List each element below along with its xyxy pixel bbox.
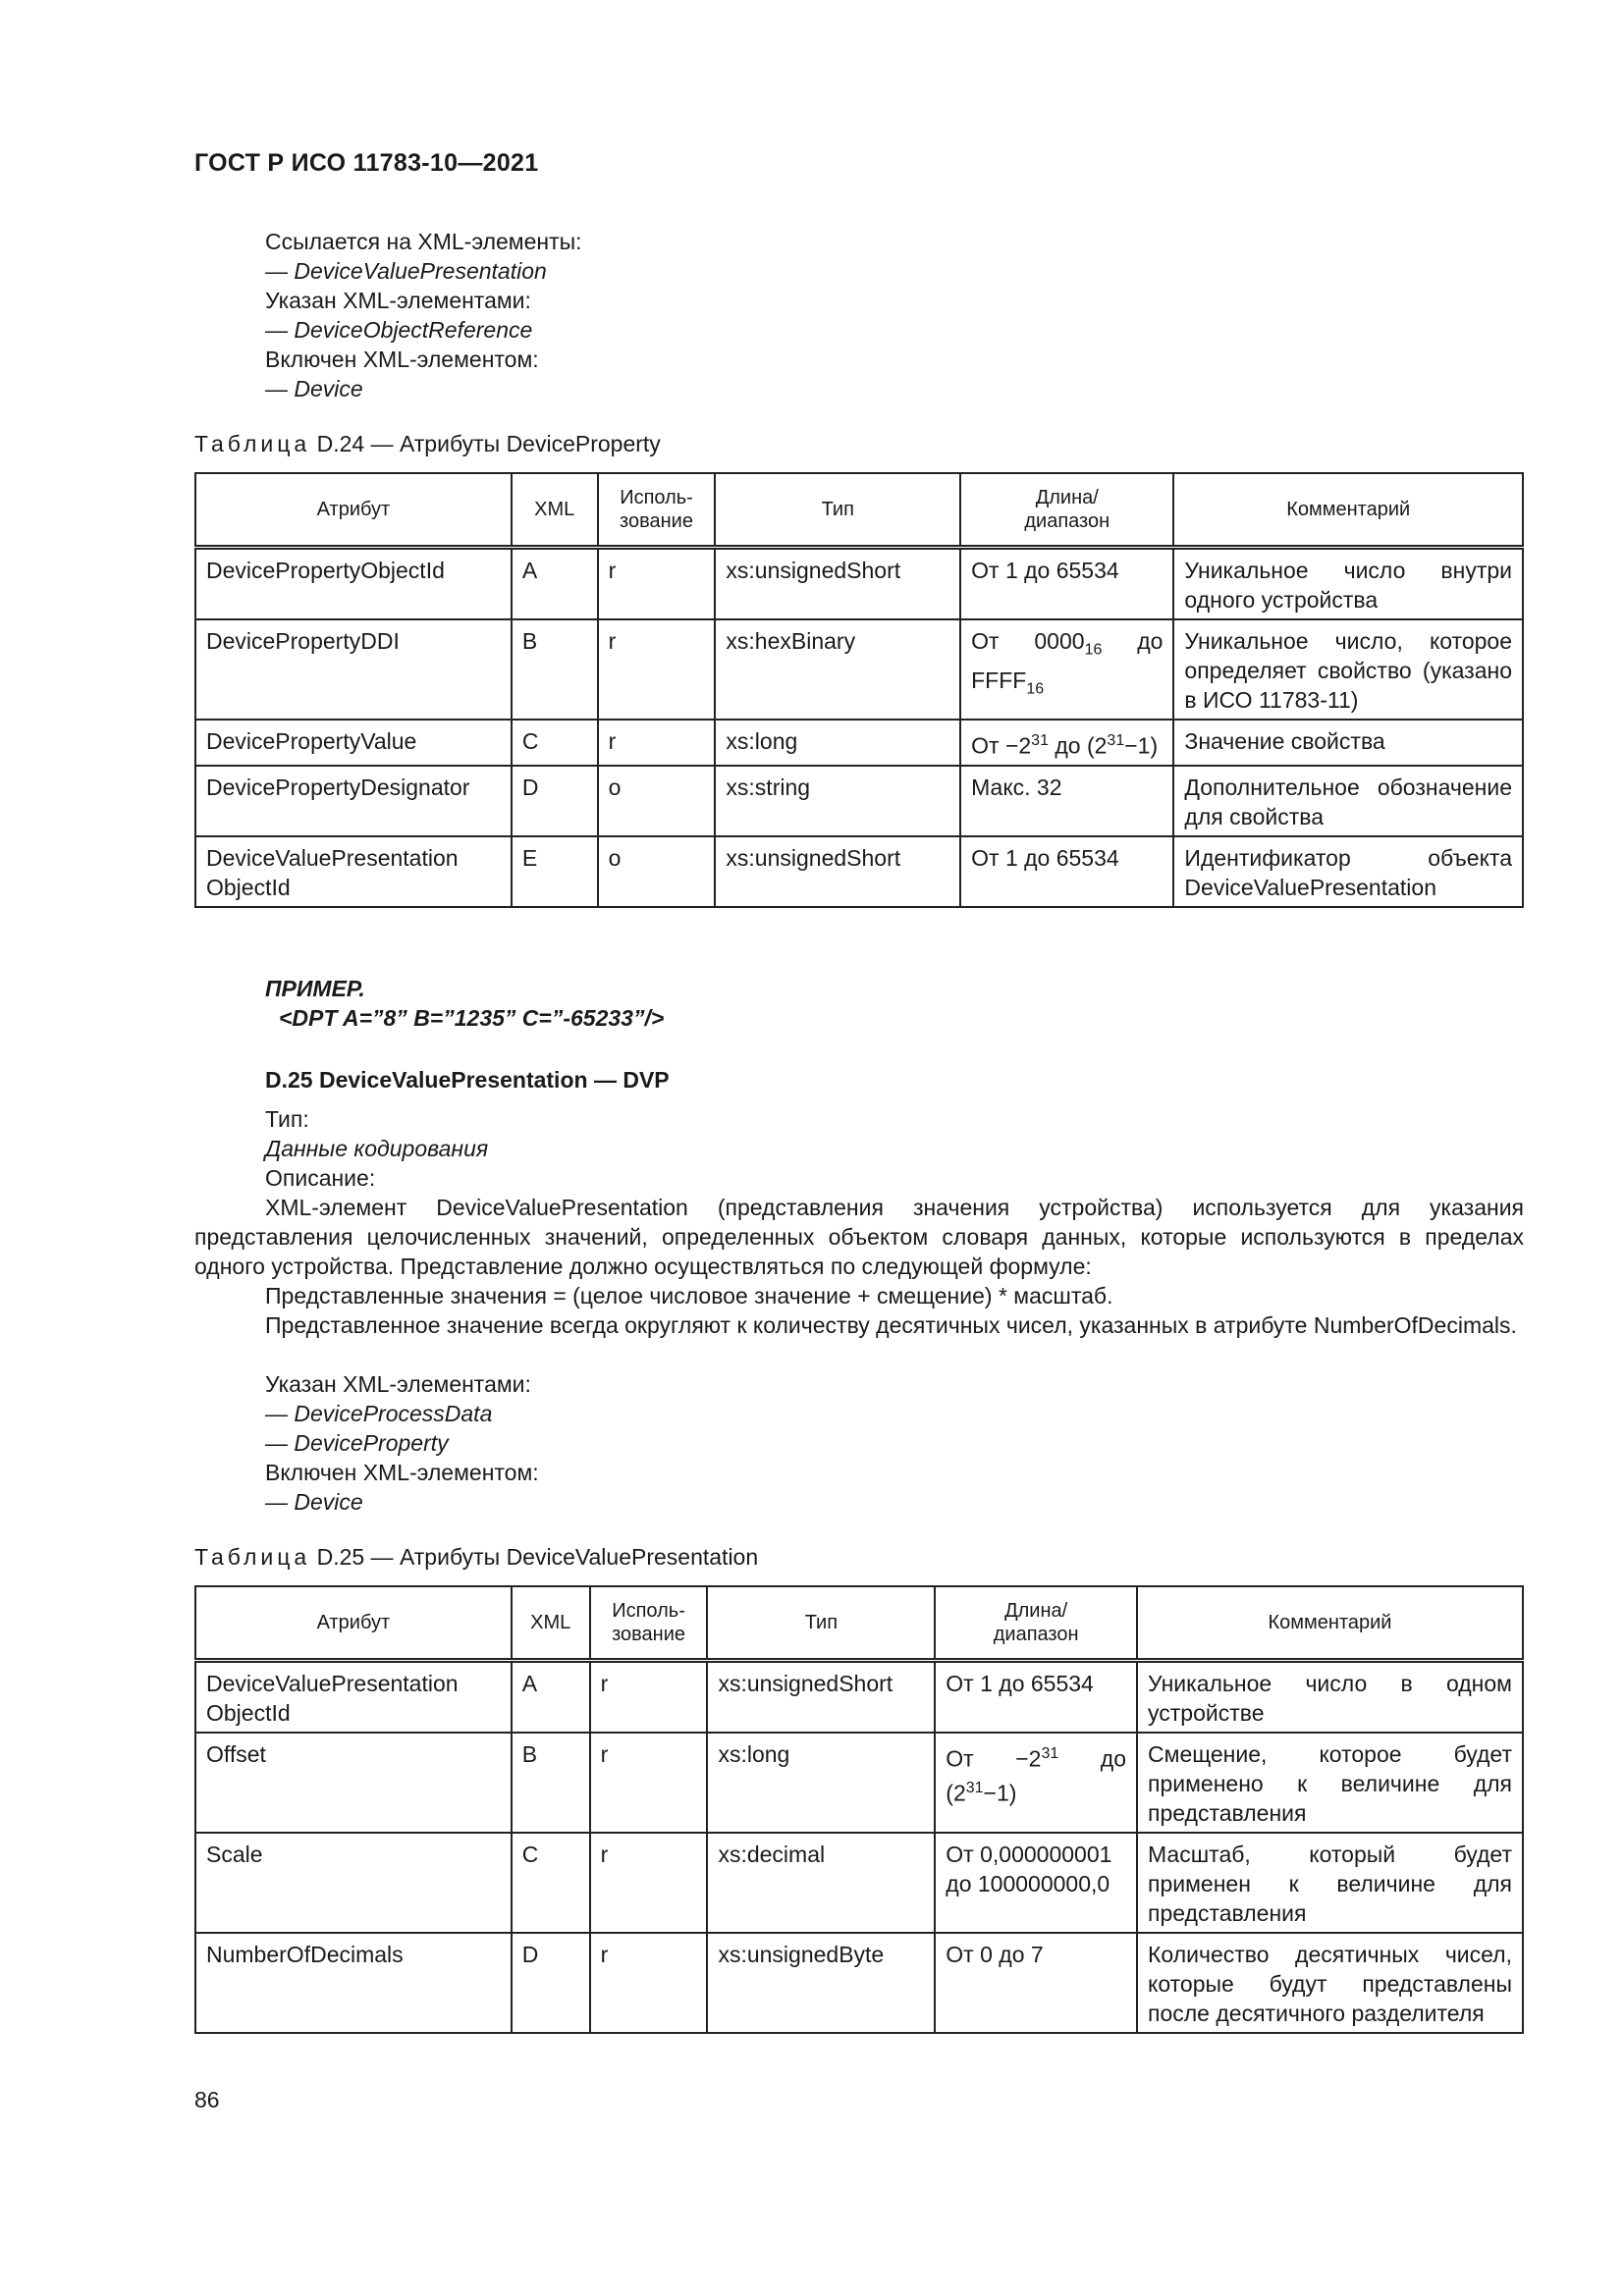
table-24-caption: Таблица D.24 — Атрибуты DeviceProperty	[194, 431, 661, 456]
cell-type: xs:hexBinary	[715, 619, 960, 720]
header-usage: Исполь- зование	[590, 1586, 708, 1661]
cell-comment: Масштаб, который будет применен к величине для представления	[1137, 1833, 1523, 1933]
header-comment: Комментарий	[1173, 473, 1523, 548]
cell-usage: r	[590, 1733, 708, 1833]
cell-xml: D	[512, 1933, 590, 2033]
table-row	[195, 836, 1523, 907]
page-number: 86	[194, 2087, 220, 2112]
cell-xml: B	[512, 1733, 590, 1833]
cell-comment: Количество десятичных чисел, которые будут представлены после десятичного разделителя	[1137, 1933, 1523, 2033]
cell-type: xs:string	[715, 766, 960, 836]
dvp-ref-by-label: Указан XML-элементами:	[265, 1371, 531, 1397]
cell-usage: o	[598, 766, 716, 836]
document-header: ГОСТ Р ИСО 11783-10—2021	[194, 149, 539, 177]
table-row	[195, 1833, 1523, 1933]
cell-range: От $-2^{31}$ до $(2^{31}-1)$	[960, 720, 1173, 766]
cell-usage: r	[598, 548, 716, 620]
cell-comment: Значение свойства	[1173, 720, 1523, 766]
header-attribute: Атрибут	[195, 1586, 512, 1661]
cell-usage: r	[598, 720, 716, 766]
cell-type: xs:unsignedShort	[715, 836, 960, 907]
cell-attribute: Offset	[195, 1733, 512, 1833]
header-xml: XML	[512, 1586, 590, 1661]
cell-xml: A	[512, 1661, 590, 1734]
cell-attribute: Scale	[195, 1833, 512, 1933]
cell-attribute: NumberOfDecimals	[195, 1933, 512, 2033]
cell-usage: r	[590, 1833, 708, 1933]
cell-type: xs:long	[715, 720, 960, 766]
cell-usage: r	[590, 1933, 708, 2033]
cell-comment: Дополнительное обозначение для свойства	[1173, 766, 1523, 836]
cell-xml: C	[512, 1833, 590, 1933]
incl-item: — Device	[265, 376, 363, 401]
type-label: Тип:	[265, 1106, 309, 1132]
cell-range: От $0000_{16}$ до $FFFF_{16}$	[960, 619, 1173, 720]
dvp-incl-label: Включен XML-элементом:	[265, 1460, 539, 1485]
cell-range: От 1 до 65534	[960, 548, 1173, 620]
header-attribute: Атрибут	[195, 473, 512, 548]
cell-attribute: DeviceValuePresentation ObjectId	[195, 836, 512, 907]
table-row	[195, 548, 1523, 620]
table-25	[194, 1585, 1524, 2034]
cell-type: xs:long	[707, 1733, 935, 1833]
table-row	[195, 1733, 1523, 1833]
cell-xml: B	[512, 619, 598, 720]
cell-xml: A	[512, 548, 598, 620]
incl-label: Включен XML-элементом:	[265, 347, 539, 372]
cell-comment: Уникальное число внутри одного устройства	[1173, 548, 1523, 620]
cell-attribute: DevicePropertyObjectId	[195, 548, 512, 620]
header-usage: Исполь- зование	[598, 473, 716, 548]
cell-comment: Уникальное число, которое определяет свойство (указано в ИСО 11783-11)	[1173, 619, 1523, 720]
ref-by-label: Указан XML-элементами:	[265, 288, 531, 313]
description-formula: Представленные значения = (целое числовое значение + смещение) * масштаб.	[265, 1283, 1113, 1308]
cell-comment: Уникальное число в одном устройстве	[1137, 1661, 1523, 1734]
refs-label: Ссылается на XML-элементы:	[265, 229, 582, 254]
section-heading: D.25 DeviceValuePresentation — DVP	[265, 1067, 670, 1093]
table-row	[195, 1661, 1523, 1734]
cell-xml: E	[512, 836, 598, 907]
example-code: <DPT A=”8” B=”1235” C=”-65233”/>	[279, 1005, 665, 1031]
header-type: Тип	[707, 1586, 935, 1661]
dvp-incl-item: — Device	[265, 1489, 363, 1515]
cell-range: От $-2^{31}$ до $(2^{31}-1)$	[935, 1733, 1137, 1833]
table-row	[195, 720, 1523, 766]
cell-xml: D	[512, 766, 598, 836]
cell-type: xs:decimal	[707, 1833, 935, 1933]
table-header-row	[195, 1586, 1523, 1661]
table-row	[195, 1933, 1523, 2033]
cell-range: От 0 до 7	[935, 1933, 1137, 2033]
example-label: ПРИМЕР.	[265, 976, 365, 1001]
cell-range: От 1 до 65534	[960, 836, 1173, 907]
dvp-ref-by-2: — DeviceProperty	[265, 1430, 449, 1456]
dvp-ref-by-1: — DeviceProcessData	[265, 1401, 493, 1426]
cell-usage: r	[598, 619, 716, 720]
cell-type: xs:unsignedShort	[707, 1661, 935, 1734]
cell-attribute: DevicePropertyValue	[195, 720, 512, 766]
table-25-caption: Таблица D.25 — Атрибуты DeviceValuePresentation	[194, 1544, 759, 1570]
description-paragraph-1: XML-элемент DeviceValuePresentation (представления значения устройства) используется для указания представления целочисленных значений, определенных объектом словаря данных, которые используются в пределах одного устройства. Представление должно осуществляться по следующей формуле:	[194, 1195, 1524, 1279]
type-value: Данные кодирования	[265, 1136, 489, 1161]
cell-type: xs:unsignedShort	[715, 548, 960, 620]
table-24	[194, 472, 1524, 908]
cell-range: От 1 до 65534	[935, 1661, 1137, 1734]
cell-range: Макс. 32	[960, 766, 1173, 836]
header-xml: XML	[512, 473, 598, 548]
cell-comment: Смещение, которое будет применено к величине для представления	[1137, 1733, 1523, 1833]
cell-comment: Идентификатор объекта DeviceValuePresentation	[1173, 836, 1523, 907]
cell-attribute: DevicePropertyDDI	[195, 619, 512, 720]
cell-range: От 0,000000001 до 100000000,0	[935, 1833, 1137, 1933]
cell-attribute: DevicePropertyDesignator	[195, 766, 512, 836]
refs-item: — DeviceValuePresentation	[265, 258, 547, 284]
cell-usage: r	[590, 1661, 708, 1734]
header-type: Тип	[715, 473, 960, 548]
header-range: Длина/ диапазон	[960, 473, 1173, 548]
cell-usage: o	[598, 836, 716, 907]
table-row	[195, 619, 1523, 720]
cell-xml: C	[512, 720, 598, 766]
cell-type: xs:unsignedByte	[707, 1933, 935, 2033]
header-range: Длина/ диапазон	[935, 1586, 1137, 1661]
description-paragraph-3: Представленное значение всегда округляют к количеству десятичных чисел, указанных в атрибуте NumberOfDecimals.	[265, 1312, 1517, 1338]
header-comment: Комментарий	[1137, 1586, 1523, 1661]
description-label: Описание:	[265, 1165, 376, 1191]
table-row	[195, 766, 1523, 836]
cell-attribute: DeviceValuePresentation ObjectId	[195, 1661, 512, 1734]
ref-by-item: — DeviceObjectReference	[265, 317, 533, 343]
table-header-row	[195, 473, 1523, 548]
